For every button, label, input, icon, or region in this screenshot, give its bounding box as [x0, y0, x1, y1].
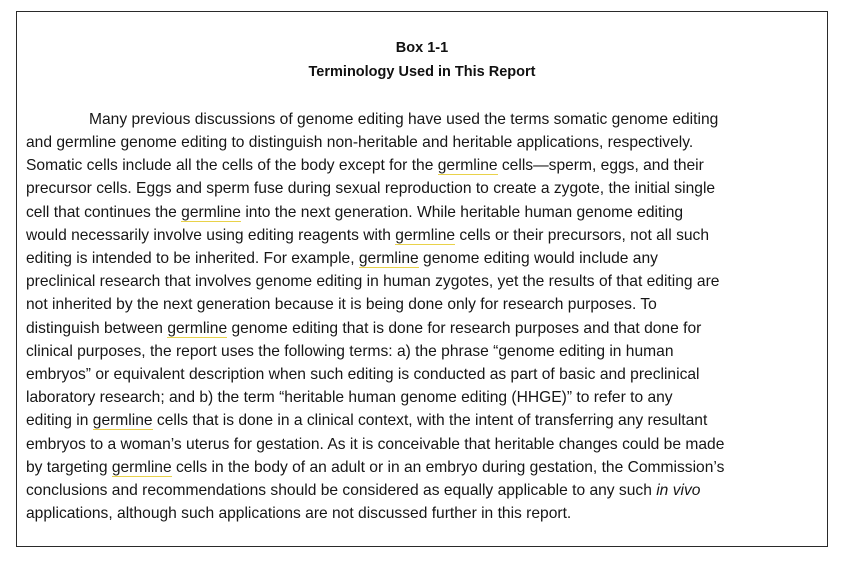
paragraph-line: embryos to a woman’s uterus for gestation. As it is conceivable that heritable changes could be made	[26, 436, 725, 453]
germline-term: germline	[358, 250, 419, 267]
paragraph-line: cell that continues the germline into the next generation. While heritable human genome editing	[26, 204, 684, 221]
terminology-box	[16, 11, 828, 547]
germline-term: germline	[111, 459, 172, 476]
germline-term: germline	[181, 204, 241, 221]
paragraph-line: and germline genome editing to distinguish non-heritable and heritable applications, respectively.	[26, 134, 694, 151]
paragraph-line: would necessarily involve using editing reagents with germline cells or their precursors, not all such	[26, 227, 710, 244]
paragraph-line: Somatic cells include all the cells of the body except for the germline cells—sperm, eggs, and their	[26, 157, 704, 174]
box-title: Terminology Used in This Report	[308, 64, 536, 80]
paragraph-line: embryos” or equivalent description when such editing is conducted as part of basic and preclinical	[26, 366, 700, 383]
paragraph-line: by targeting germline cells in the body of an adult or in an embryo during gestation, the Commission’s	[26, 459, 725, 476]
paragraph-line: conclusions and recommendations should be considered as equally applicable to any such in vivo	[26, 482, 701, 499]
in-vivo-term: in vivo	[656, 482, 701, 499]
paragraph-line: clinical purposes, the report uses the following terms: a) the phrase “genome editing in human	[26, 343, 674, 360]
paragraph-line: not inherited by the next generation because it is being done only for research purposes. To	[26, 296, 657, 313]
paragraph-line: preclinical research that involves genome editing in human zygotes, yet the results of that editing are	[26, 273, 720, 290]
paragraph-line: applications, although such applications are not discussed further in this report.	[26, 505, 572, 522]
paragraph-line: Many previous discussions of genome editing have used the terms somatic genome editing	[89, 111, 719, 128]
paragraph-line: precursor cells. Eggs and sperm fuse during sexual reproduction to create a zygote, the initial single	[26, 180, 716, 197]
paragraph-line: laboratory research; and b) the term “heritable human genome editing (HHGE)” to refer to any	[26, 389, 673, 406]
germline-term: germline	[437, 157, 498, 174]
germline-term: germline	[395, 227, 456, 244]
paragraph-line: editing in germline cells that is done in a clinical context, with the intent of transferring any resultant	[26, 412, 708, 429]
box-number: Box 1-1	[395, 40, 449, 56]
paragraph-line: distinguish between germline genome editing that is done for research purposes and that done for	[26, 320, 702, 337]
paragraph-line: editing is intended to be inherited. For example, germline genome editing would include any	[26, 250, 658, 267]
germline-term: germline	[92, 412, 153, 429]
germline-term: germline	[167, 320, 228, 337]
